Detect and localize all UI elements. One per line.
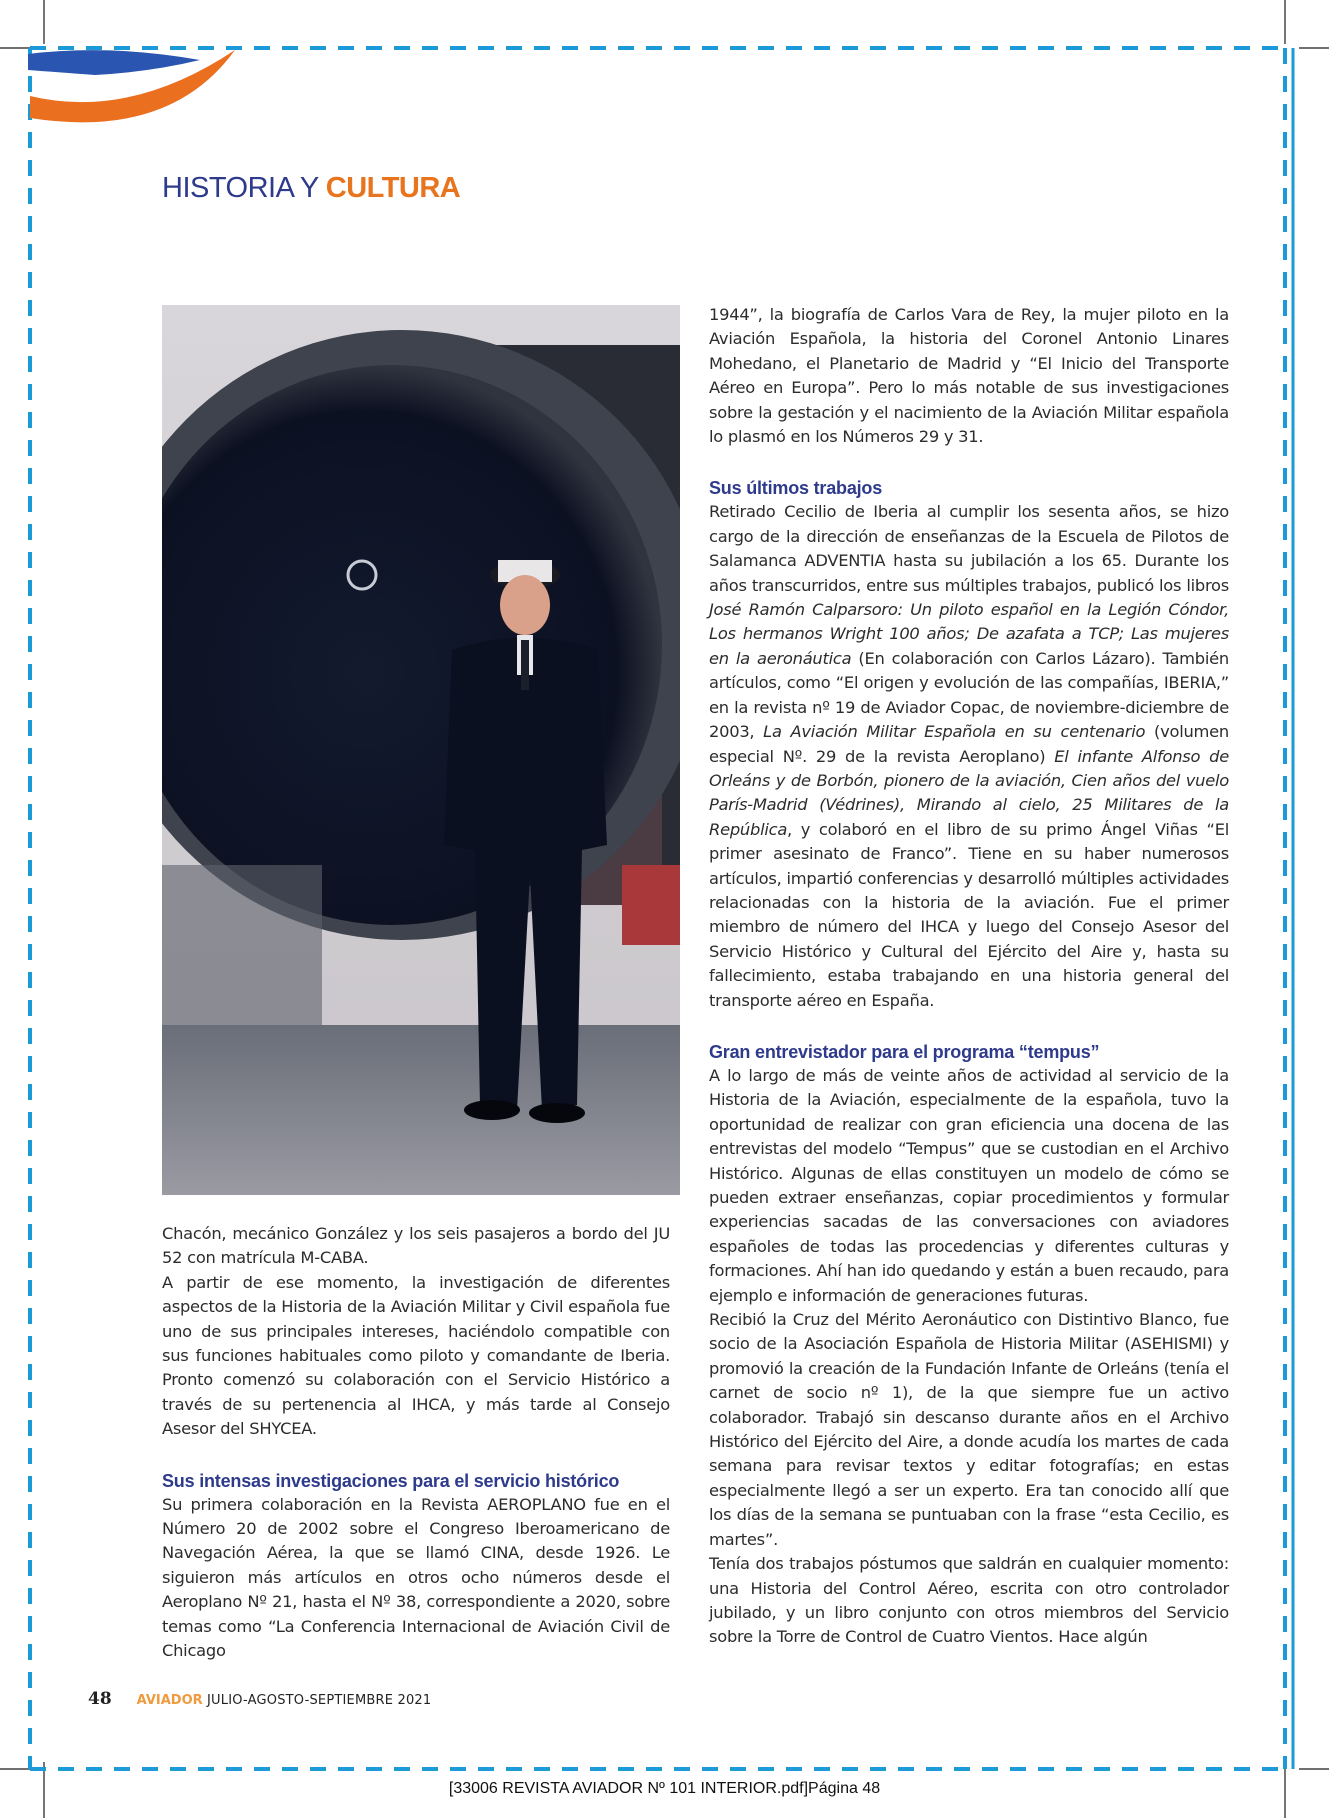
right-paragraph-2-d: , y colaboró en el libro de su primo Ángel Viñas “El primer asesinato de Franco”. Tiene en su haber numerosos artículos, impartió conferencias y desarrolló múltiples actividades relacionadas con la historia de la aviación. Fue el primer miembro de número del IHCA y luego del Consejo Asesor del Servicio Histórico y Cultural del Ejército del Aire y, hasta su fallecimiento, estaba trabajando en una historia general del transporte aéreo en España. xyxy=(709,819,1229,1010)
section-title xyxy=(162,172,460,205)
left-column xyxy=(162,1222,670,1664)
pilot-photo xyxy=(162,305,680,1195)
right-paragraph-1: 1944”, la biografía de Carlos Vara de Rey, la mujer piloto en la Aviación Española, la historia del Coronel Antonio Linares Mohedano, el Planetario de Madrid y “El Inicio del Transporte Aéreo en Europa”. Pero lo más notable de sus investigaciones sobre la gestación y el nacimiento de la Aviación Militar española lo plasmó en los Números 29 y 31. xyxy=(709,305,1229,447)
right-paragraph-4: Recibió la Cruz del Mérito Aeronáutico con Distintivo Blanco, fue socio de la Asociación Española de Historia Militar (ASEHISMI) y promovió la creación de la Fundación Infante de Orleáns (tenía el carnet de socio nº 1), de la que siempre fue un activo colaborador. Trabajó sin descanso durante años en el Archivo Histórico del Ejército del Aire, a donde acudía los martes de cada semana para revisar textos y editar fotografías; en estas especialmente llegó a ser un experto. Era tan conocido allí que los días de la semana se puntuaban con la frase “esta Cecilio, es martes”. xyxy=(709,1310,1229,1549)
section-title-prefix: HISTORIA Y xyxy=(162,172,326,204)
pdf-caption: [33006 REVISTA AVIADOR Nº 101 INTERIOR.pdf]Página 48 xyxy=(448,1780,881,1797)
left-paragraph-1: Chacón, mecánico González y los seis pasajeros a bordo del JU 52 con matrícula M-CABA. xyxy=(162,1224,670,1268)
section-title-accent: CULTURA xyxy=(325,172,461,204)
right-column xyxy=(709,303,1229,1650)
page-footer xyxy=(88,1689,431,1709)
issue-date: JULIO-AGOSTO-SEPTIEMBRE 2021 xyxy=(202,1693,432,1708)
right-paragraph-2-c: (volumen especial Nº. 29 de la revista Aeroplano) xyxy=(709,722,1229,766)
right-paragraph-5: Tenía dos trabajos póstumos que saldrán en cualquier momento: una Historia del Control Aéreo, escrita con otro controlador jubilado, y un libro conjunto con otros miembros del Servicio sobre la Torre de Control de Cuatro Vientos. Hace algún xyxy=(709,1554,1229,1647)
magazine-name: AVIADOR xyxy=(136,1693,203,1708)
book-titles: José Ramón Calparsoro: Un piloto español en la Legión Cóndor, Los hermanos Wright 100 años; De azafata a TCP; Las mujeres en la aeronáutica xyxy=(709,600,1229,668)
left-paragraph-3: Su primera colaboración en la Revista AEROPLANO fue en el Número 20 de 2002 sobre el Congreso Iberoamericano de Navegación Aérea, la que se llamó CINA, desde 1926. Le siguieron más artículos en otros ocho números desde el Aeroplano Nº 21, hasta el Nº 38, correspondiente a 2020, sobre temas como “La Conferencia Internacional de Aviación Civil de Chicago xyxy=(162,1494,670,1661)
right-heading-2: Gran entrevistador para el programa “tempus” xyxy=(709,1041,1100,1062)
right-paragraph-2-b: (En colaboración con Carlos Lázaro). También artículos, como “El origen y evolución de las compañías, IBERIA,” en la revista nº 19 de Aviador Copac, de noviembre-diciembre de 2003, xyxy=(709,648,1229,742)
page-number: 48 xyxy=(88,1689,112,1709)
swoosh-logo xyxy=(28,50,235,122)
left-paragraph-2: A partir de ese momento, la investigación de diferentes aspectos de la Historia de la Aviación Militar y Civil española fue uno de sus principales intereses, haciéndolo compatible con sus funciones habituales como piloto y comandante de Iberia. Pronto comenzó su colaboración con el Servicio Histórico a través de su pertenencia al IHCA, y más tarde al Consejo Asesor del SHYCEA. xyxy=(162,1272,670,1439)
right-heading-1: Sus últimos trabajos xyxy=(709,478,883,499)
article-titles: El infante Alfonso de Orleáns y de Borbón, pionero de la aviación, Cien años del vuelo París-Madrid (Védrines), Mirando al cielo, 25 Militares de la República xyxy=(709,746,1229,839)
right-paragraph-2 xyxy=(709,500,1229,1013)
left-heading: Sus intensas investigaciones para el servicio histórico xyxy=(162,1470,620,1491)
centenario-title: La Aviación Militar Española en su centenario xyxy=(763,722,1146,742)
right-paragraph-2-a: Retirado Cecilio de Iberia al cumplir los sesenta años, se hizo cargo de la dirección de enseñanzas de la Escuela de Pilotos de Salamanca ADVENTIA hasta su jubilación a los 65. Durante los años transcurridos, entre sus múltiples trabajos, publicó los libros xyxy=(709,502,1229,595)
right-paragraph-3: A lo largo de más de veinte años de actividad al servicio de la Historia de la Aviación, especialmente de la española, tuvo la oportunidad de realizar con gran eficiencia una docena de las entrevistas del modelo “Tempus” que se custodian en el Archivo Histórico. Algunas de ellas constituyen un modelo de cómo se pueden extraer enseñanzas, copiar procedimientos y formular experiencias sacadas de las conversaciones con aviadores españoles de todas las procedencias y diferentes culturas y formaciones. Ahí han ido quedando y están a buen recaudo, para ejemplo e información de generaciones futuras. xyxy=(709,1065,1229,1305)
